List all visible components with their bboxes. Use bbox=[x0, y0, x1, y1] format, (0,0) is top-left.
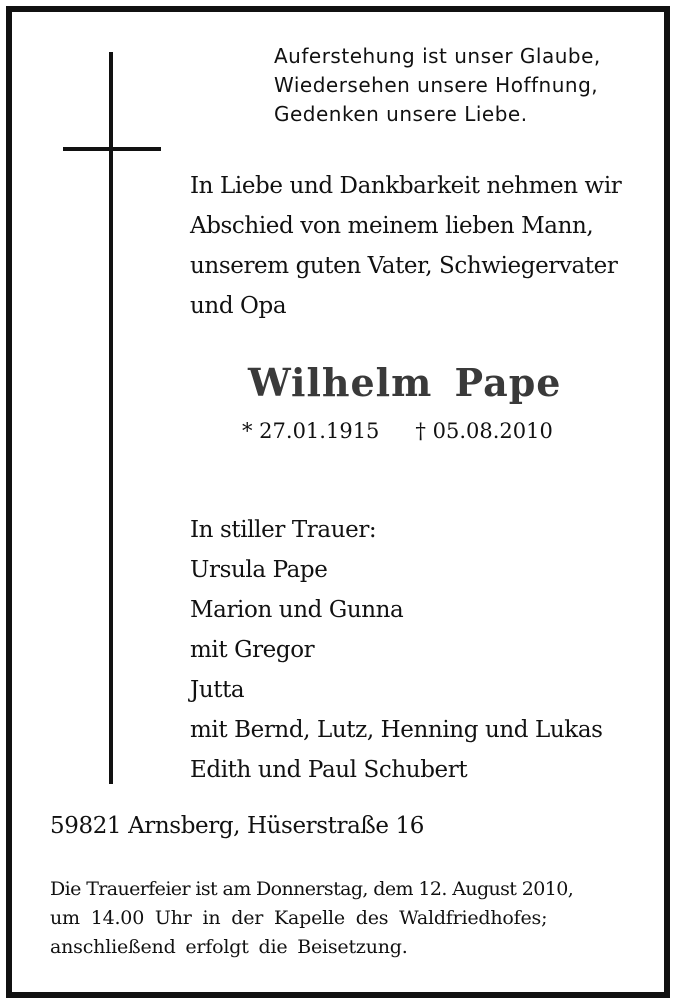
verse-block bbox=[274, 42, 601, 129]
mourner-line: Marion und Gunna bbox=[190, 597, 404, 623]
deceased-name: Wilhelm Pape bbox=[248, 360, 562, 405]
mourner-line: Jutta bbox=[190, 677, 245, 703]
ceremony-line: anschließend erfolgt die Beisetzung. bbox=[50, 936, 408, 958]
intro-text bbox=[190, 166, 621, 326]
verse-line: Wiedersehen unsere Hoffnung, bbox=[274, 73, 599, 97]
mourners-list bbox=[190, 510, 603, 790]
cross-vertical-bar bbox=[109, 52, 113, 784]
verse-line: Gedenken unsere Liebe. bbox=[274, 102, 528, 126]
birth-date: * 27.01.1915 bbox=[242, 419, 380, 443]
mourner-line: mit Bernd, Lutz, Henning und Lukas bbox=[190, 717, 603, 743]
mourners-heading: In stiller Trauer: bbox=[190, 517, 377, 543]
intro-line: In Liebe und Dankbarkeit nehmen wir bbox=[190, 173, 622, 199]
intro-line: und Opa bbox=[190, 293, 287, 319]
intro-line: Abschied von meinem lieben Mann, bbox=[190, 213, 594, 239]
ceremony-line: Die Trauerfeier ist am Donnerstag, dem 12. August 2010, bbox=[50, 878, 574, 900]
mourner-line: Ursula Pape bbox=[190, 557, 328, 583]
mourner-line: mit Gregor bbox=[190, 637, 315, 663]
cross-horizontal-bar bbox=[63, 147, 161, 151]
verse-line: Auferstehung ist unser Glaube, bbox=[274, 44, 601, 68]
ceremony-line: um 14.00 Uhr in der Kapelle des Waldfriedhofes; bbox=[50, 907, 548, 929]
death-date: † 05.08.2010 bbox=[415, 419, 553, 443]
intro-line: unserem guten Vater, Schwiegervater bbox=[190, 253, 618, 279]
obituary-frame bbox=[6, 6, 670, 998]
ceremony-notice bbox=[50, 875, 618, 962]
address: 59821 Arnsberg, Hüserstraße 16 bbox=[50, 813, 424, 839]
mourner-line: Edith und Paul Schubert bbox=[190, 757, 468, 783]
life-dates bbox=[242, 419, 553, 443]
